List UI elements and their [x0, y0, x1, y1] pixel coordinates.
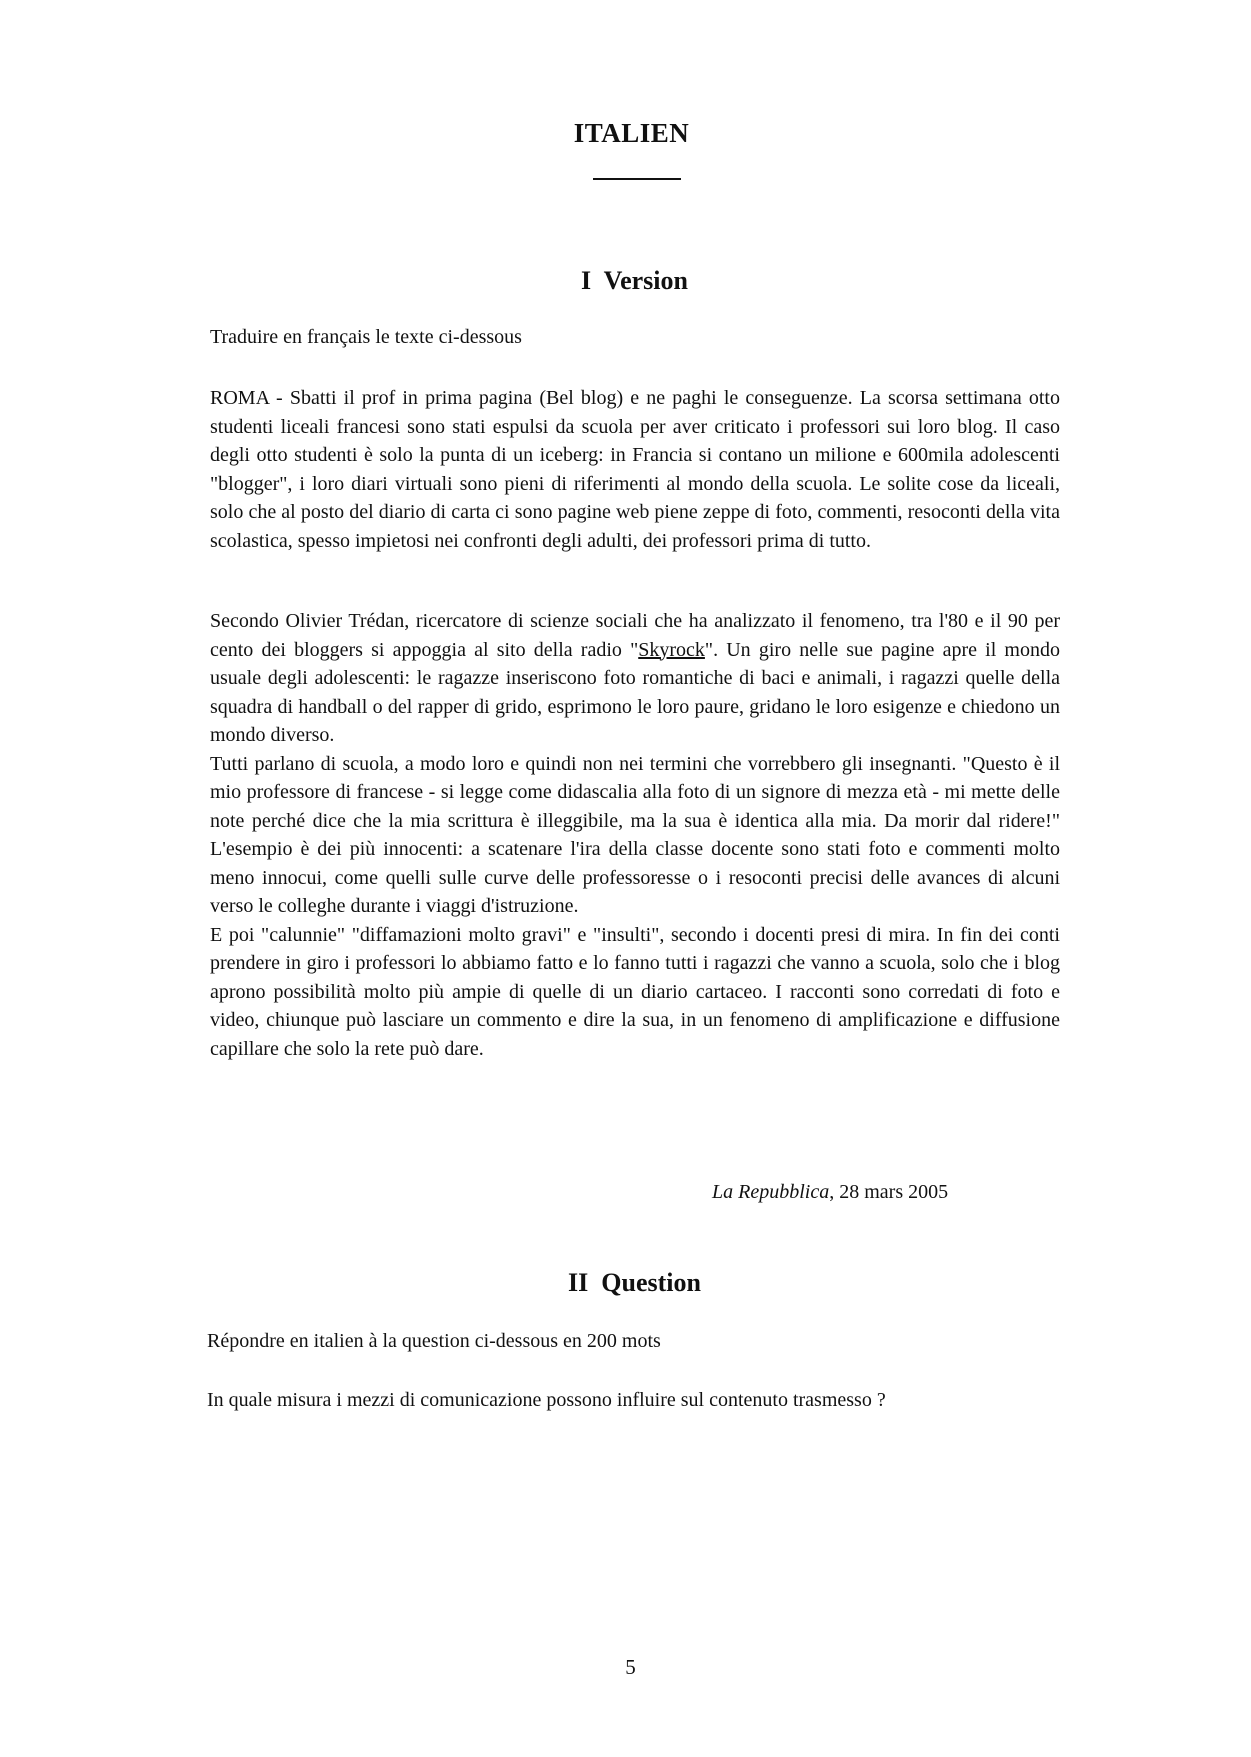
page-title: ITALIEN [573, 118, 690, 148]
article-paragraph-1: ROMA - Sbatti il prof in prima pagina (Bel blog) e ne paghi le conseguenze. La scorsa settimana otto studenti liceali francesi sono stati espulsi da scuola per aver criticato i professori sui loro blog. Il caso degli otto studenti è solo la punta di un iceberg: in Francia si contano un milione e 600mila adolescenti "blogger", i loro diari virtuali sono pieni di riferimenti al mondo della scuola. Le solite cose da liceali, solo che al posto del diario di carta ci sono pagine web piene zeppe di foto, commenti, resoconti della vita scolastica, spesso impietosi nei confronti degli adulti, dei professori prima di tutto. [210, 387, 1060, 552]
version-instruction: Traduire en français le texte ci-dessous [210, 326, 522, 348]
article-paragraph-4: E poi "calunnie" "diffamazioni molto gravi" e "insulti", secondo i docenti presi di mira. In fin dei conti prendere in giro i professori lo abbiamo fatto e lo fanno tutti i ragazzi che vanno a scuola, solo che i blog aprono possibilità molto più ampie di quelle di un diario cartaceo. I racconti sono corredati di foto e video, chiunque può lasciare un commento e dire la sua, in un fenomeno di amplificazione e diffusione capillare che solo la rete può dare. [210, 923, 1060, 1060]
title-underline-rule [593, 178, 681, 180]
paragraph-2-text-before: Secondo Olivier Trédan, ricercatore di scienze sociali che ha analizzato il fenomeno, tra l'80 e il 90 per cento dei bloggers si appoggia al sito della radio " [210, 610, 1060, 661]
exam-question: In quale misura i mezzi di comunicazione possono influire sul contenuto trasmesso ? [207, 1389, 886, 1411]
article-paragraph-2 [210, 607, 1060, 750]
article-paragraph-3: Tutti parlano di scuola, a modo loro e quindi non nei termini che vorrebbero gli insegnanti. "Questo è il mio professore di francese - si legge come didascalia alla foto di un signore di mezza età - mi mette delle note perché dice che la mia scrittura è illeggibile, ma la sua è identica alla mia. Da morir dal ridere!" L'esempio è dei più innocenti: a scatenare l'ira della classe docente sono stati foto e commenti molto meno innocui, come quelli sulle curve delle professoresse o i resoconti precisi delle avances di alcuni verso le colleghe durante i viaggi d'istruzione. [210, 752, 1060, 917]
article-text-part1 [210, 384, 1060, 555]
section-heading-question: II Question [568, 1268, 701, 1297]
article-text-part2 [210, 607, 1060, 1063]
source-publication: La Repubblica [712, 1181, 830, 1203]
article-source [712, 1181, 948, 1204]
section-heading-version: I Version [581, 266, 688, 295]
page-number: 5 [625, 1655, 636, 1679]
skyrock-underlined-text: Skyrock [638, 638, 705, 661]
paragraph-2-text-after: ". Un giro nelle sue pagine apre il mondo usuale degli adolescenti: le ragazze inseriscono foto romantiche di baci e animali, i ragazzi quelle della squadra di handball o del rapper di grido, esprimono le loro paure, gridano le loro esigenze e chiedono un mondo diverso. [210, 638, 1060, 746]
source-date: , 28 mars 2005 [829, 1181, 949, 1203]
question-instruction: Répondre en italien à la question ci-dessous en 200 mots [207, 1330, 661, 1352]
